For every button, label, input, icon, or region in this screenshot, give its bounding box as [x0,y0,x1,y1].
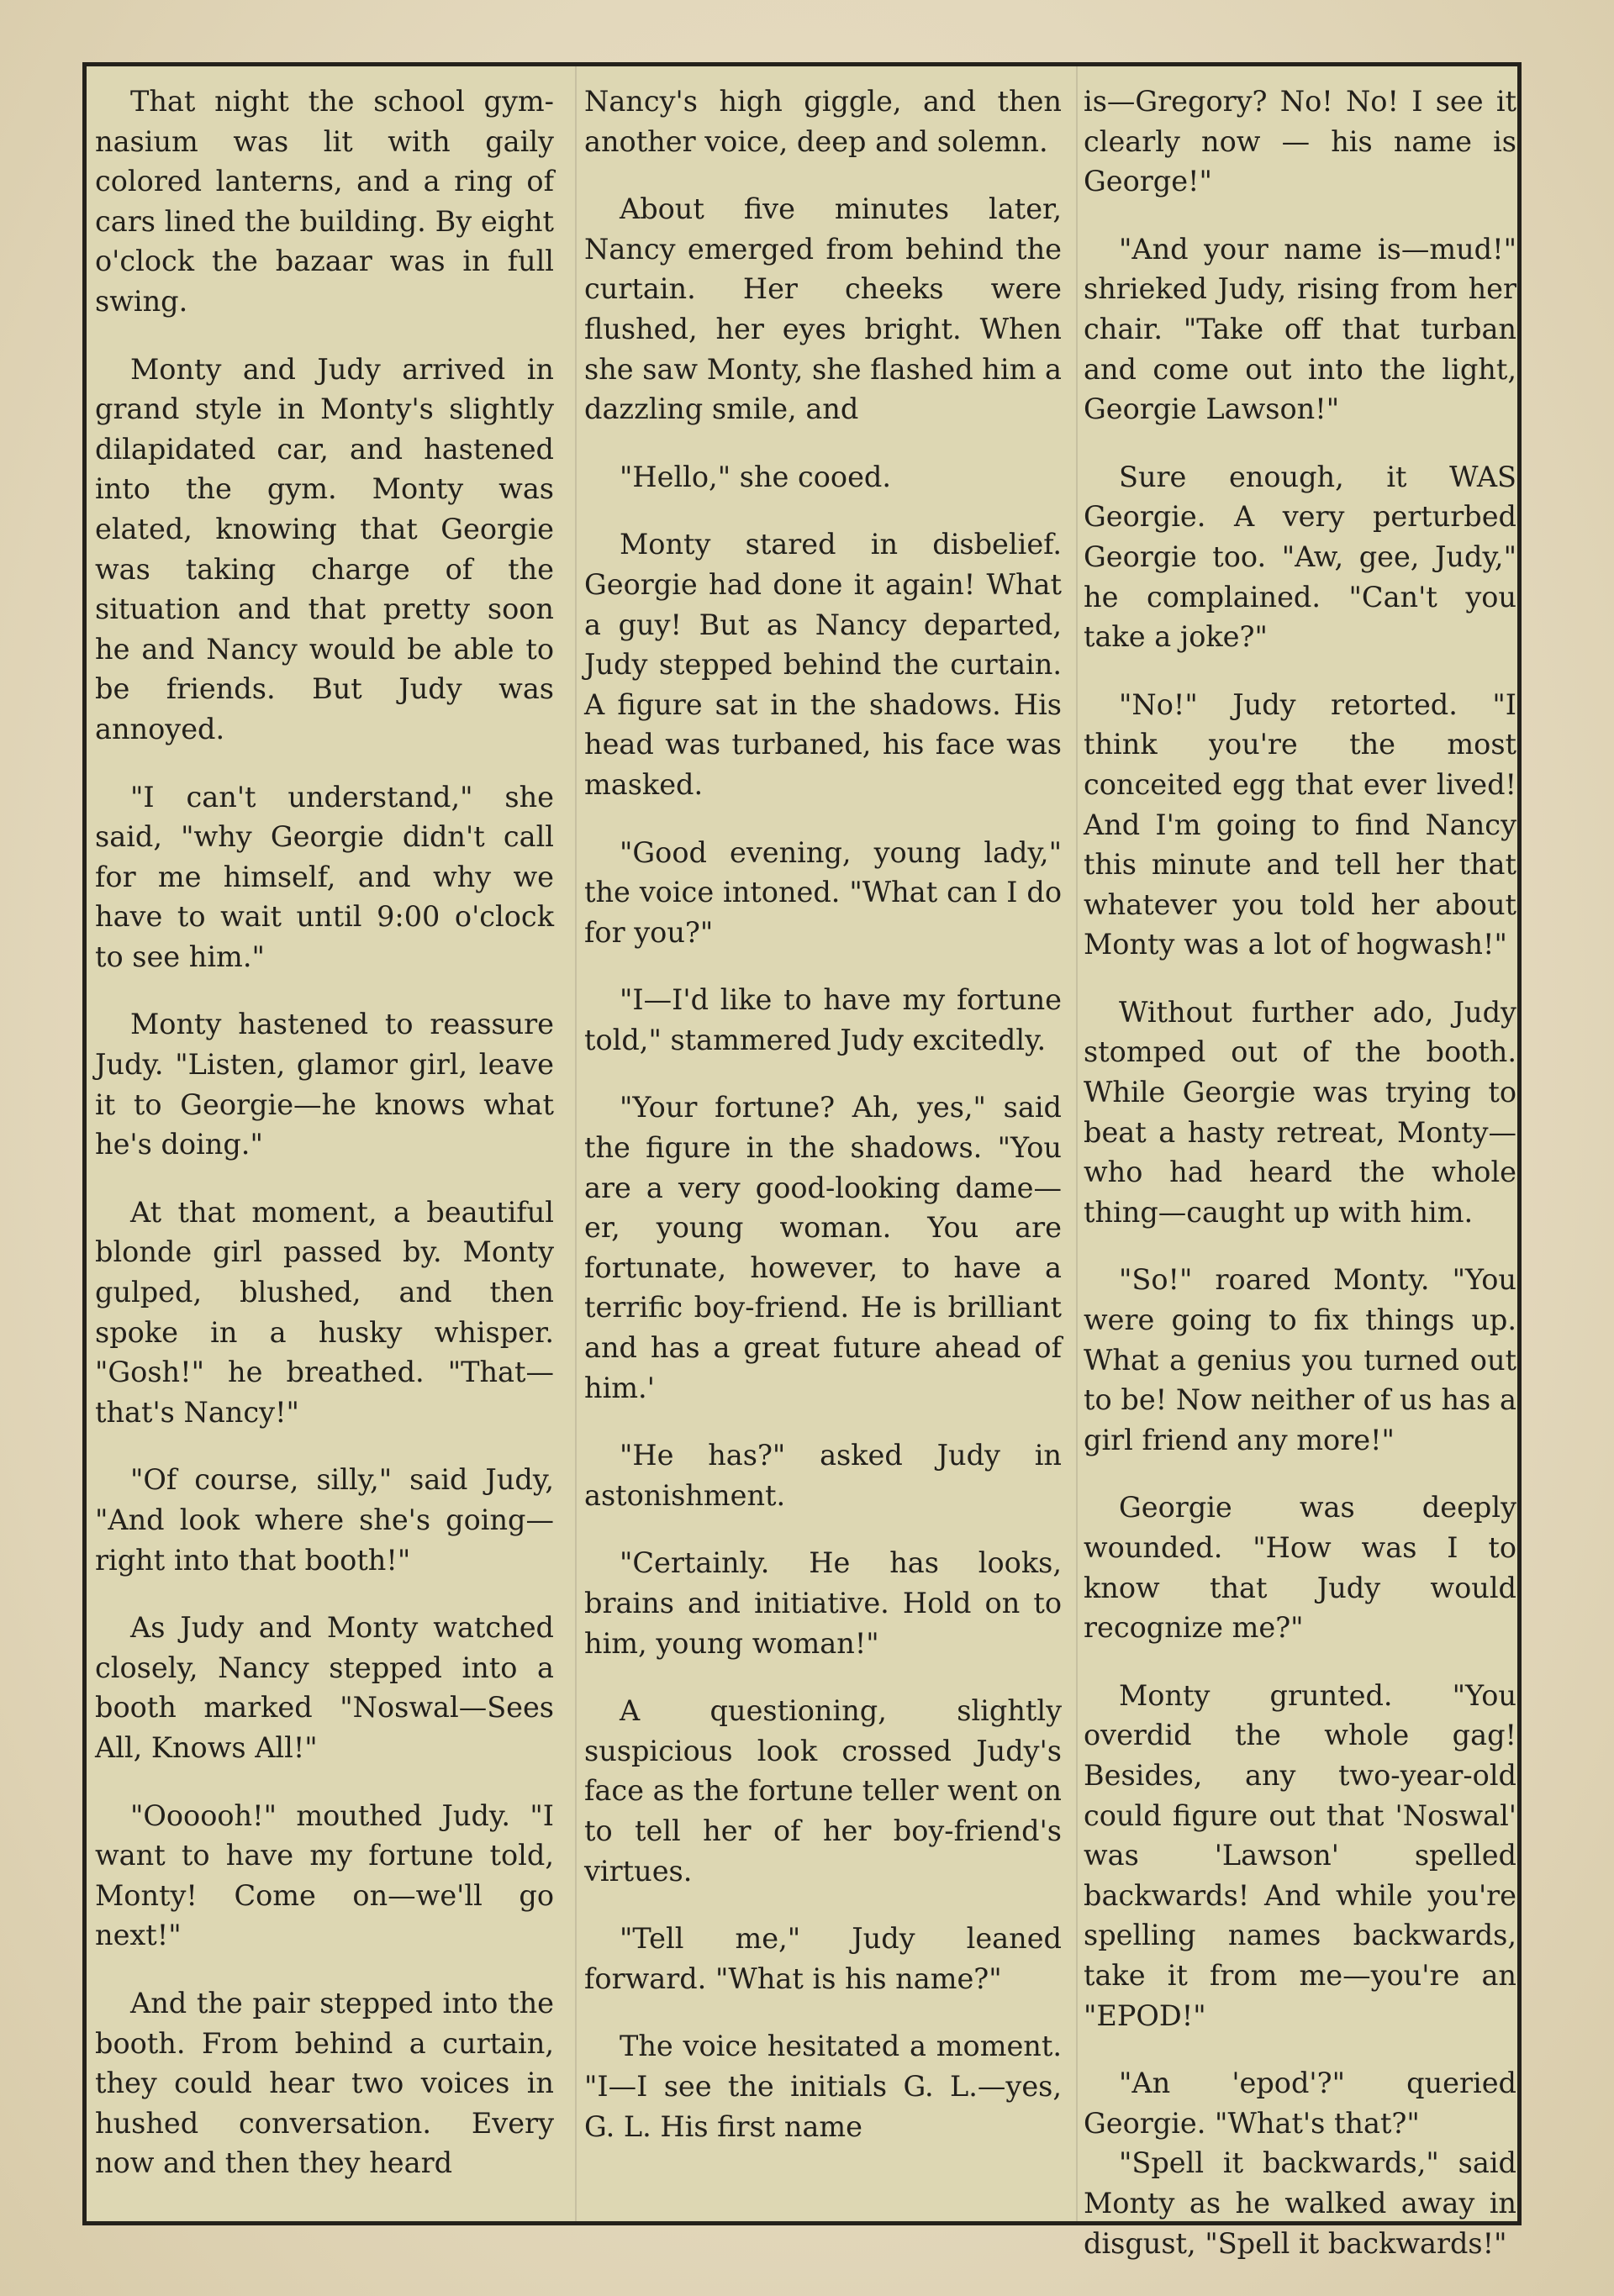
paragraph: "An 'epod'?" queried Georgie. "What's that?" [1084,2067,1516,2140]
paragraph: "I—I'd like to have my fortune told," stammered Judy excitedly. [584,983,1062,1056]
column-divider [575,66,577,2221]
paragraph: "Hello," she cooed. [620,460,892,493]
paragraph: "So!" roared Monty. "You were going to fix things up. What a genius you turned out to be! Now neither of us has a girl friend any more!" [1084,1263,1516,1456]
paragraph: Sure enough, it WAS Georgie. A very perturbed Georgie too. "Aw, gee, Judy," he complained. "Can't you take a joke?" [1084,460,1516,654]
text-column-3 [1082,66,1522,2260]
paragraph: As Judy and Monty watched closely, Nancy stepped into a booth marked "Noswal—Sees All, Knows All!" [95,1611,554,1764]
paragraph: "And your name is—mud!" shrieked Judy, rising from her chair. "Take off that turban and come out into the light, Georgie Lawson!" [1084,232,1516,426]
paragraph: "Certainly. He has looks, brains and initiative. Hold on to him, young woman!" [584,1546,1062,1660]
paragraph-continued: is—Gregory? No! No! I see it clearly now — his name is George!" [1084,85,1516,198]
story-text-frame [82,62,1522,2260]
paragraph: About five minutes later, Nancy emerged from behind the curtain. Her cheeks were flushed, her eyes bright. When she saw Monty, she flashed him a dazzling smile, and [584,192,1062,426]
paragraph-continued: Nancy's high giggle, and then another voice, deep and solemn. [584,85,1062,158]
paragraph: "Spell it backwards," said Monty as he walked away in disgust, "Spell it backwards!" [1084,2146,1516,2260]
paragraph: That night the school gymnasium was lit with gaily colored lanterns, and a ring of cars lined the building. By eight o'clock the bazaar was in full swing. [95,85,554,318]
paragraph: Monty hastened to reassure Judy. "Listen, glamor girl, leave it to Georgie—he knows what he's doing." [95,1008,554,1161]
paragraph: The voice hesitated a moment. "I—I see the initials G. L.—yes, G. L. His first name [584,2030,1062,2143]
paragraph: "Good evening, young lady," the voice intoned. "What can I do for you?" [584,835,1062,949]
paragraph: Georgie was deeply wounded. "How was I to know that Judy would recognize me?" [1084,1491,1516,1645]
paragraph: "Of course, silly," said Judy, "And look where she's going—right into that booth!" [95,1463,554,1577]
paragraph: "Your fortune? Ah, yes," said the figure in the shadows. "You are a very good-looking dame—er, young woman. You are fortunate, however, to have a terrific boy-friend. He is brilliant and has a great future ahead of him.' [584,1091,1062,1404]
paragraph: At that moment, a beautiful blonde girl passed by. Monty gulped, blushed, and then spoke in a husky whisper. "Gosh!" he breathed. "That—that's Nancy!" [95,1195,554,1429]
paragraph: "No!" Judy retorted. "I think you're the most conceited egg that ever lived! And I'm going to find Nancy this minute and tell her that whatever you told her about Monty was a lot of hogwash!" [1084,687,1516,961]
paragraph: "I can't understand," she said, "why Georgie didn't call for me himself, and why we have to wait until 9:00 o'clock to see him." [95,780,554,973]
paragraph: "Oooooh!" mouthed Judy. "I want to have my fortune told, Monty! Come on—we'll go next!" [95,1798,554,1952]
paragraph: And the pair stepped into the booth. From behind a curtain, they could hear two voices in hushed conversation. Every now and then they heard [95,1986,554,2180]
paragraph: Without further ado, Judy stomped out of the booth. While Georgie was trying to beat a hasty retreat, Monty—who had heard the whole thing—caught up with him. [1084,995,1516,1229]
column-divider [1076,66,1078,2221]
paragraph: A questioning, slightly suspicious look crossed Judy's face as the fortune teller went on to tell her of her boy-friend's virtues. [584,1694,1062,1888]
text-column-1 [87,66,566,2221]
paragraph: Monty grunted. "You overdid the whole gag! Besides, any two-year-old could figure out that 'Noswal' was 'Lawson' spelled backwards! And while you're spelling names backwards, take it from me—you're an "EPOD!" [1084,1678,1516,2032]
paragraph: "He has?" asked Judy in astonishment. [584,1439,1062,1512]
text-column-2 [584,66,1070,2221]
paragraph: Monty stared in disbelief. Georgie had done it again! What a guy! But as Nancy departed, Judy stepped behind the curtain. A figure sat in the shadows. His head was turbaned, his face was masked. [584,528,1062,801]
paragraph: Monty and Judy arrived in grand style in Monty's slightly dilapidated car, and hastened into the gym. Monty was elated, knowing that Georgie was taking charge of the situation and that pretty soon he and Nancy would be able to be friends. But Judy was annoyed. [95,352,554,745]
paragraph: "Tell me," Judy leaned forward. "What is his name?" [584,1922,1062,1995]
